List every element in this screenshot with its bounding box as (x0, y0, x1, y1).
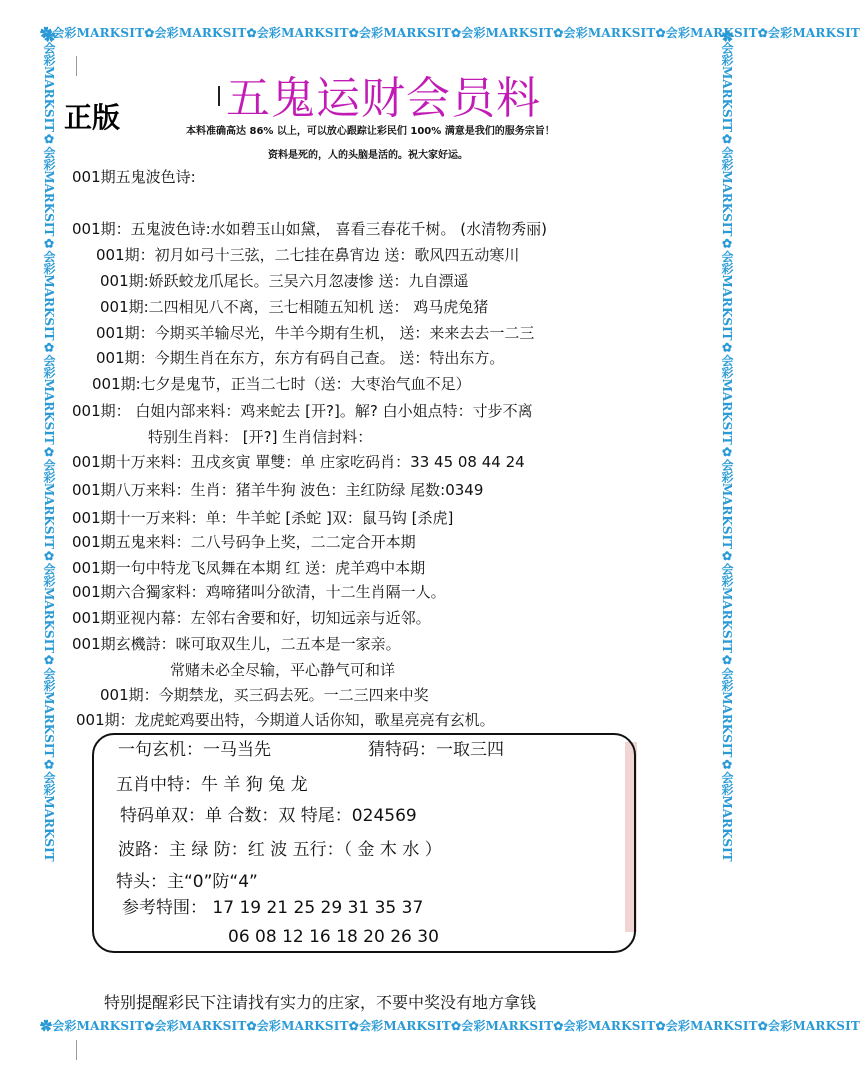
title-bar (218, 86, 220, 106)
text-line: 001期：初月如弓十三弦，二七挂在鼻宵边 送：歌风四五动寒川 (96, 246, 520, 264)
text-line: 001期:七夕是鬼节，正当二七时（送：大枣治气血不足） (92, 375, 471, 393)
footer-reminder: 特别提醒彩民下注请找有实力的庄家，不要中奖没有地方拿钱 (104, 993, 537, 1012)
watermark-left: ✿会彩MARKSIT✿会彩MARKSIT✿会彩MARKSIT✿会彩MARKSIT✿会彩MARKSIT✿会彩MARKSIT✿会彩MARKSIT✿会彩MARKSIT (42, 30, 56, 862)
corner-mark (76, 56, 87, 76)
box-line: 五肖中特：牛 羊 狗 兔 龙 (116, 775, 308, 795)
text-line: 001期：五鬼波色诗:水如碧玉山如黛， 喜看三春花千树。 (水清物秀丽) (72, 220, 547, 238)
text-line: 001期：今期禁龙，买三码去死。一二三四来中奖 (100, 686, 429, 704)
text-line: 001期一句中特龙飞凤舞在本期 红 送：虎羊鸡中本期 (72, 559, 426, 577)
text-line: 001期： 白姐内部来料：鸡来蛇去 [开?]。解? 白小姐点特：寸步不离 (72, 402, 533, 420)
text-line: 常赌未必全尽输，平心静气可和详 (170, 661, 396, 679)
text-line: 001期：今期生肖在东方，东方有码自己查。 送：特出东方。 (96, 349, 505, 367)
subtitle-accuracy: 本料准确高达 86% 以上，可以放心跟踪让彩民们 100% 满意是我们的服务宗旨！ (186, 126, 555, 137)
text-line: 特别生肖料： [开?] 生肖信封料： (148, 428, 373, 446)
watermark-bottom: ✿会彩MARKSIT✿会彩MARKSIT✿会彩MARKSIT✿会彩MARKSIT✿会彩MARKSIT✿会彩MARKSIT✿会彩MARKSIT✿会彩MARKSIT (40, 1019, 860, 1033)
watermark-right: ✿会彩MARKSIT✿会彩MARKSIT✿会彩MARKSIT✿会彩MARKSIT✿会彩MARKSIT✿会彩MARKSIT✿会彩MARKSIT✿会彩MARKSIT (720, 30, 734, 862)
corner-mark (76, 1040, 87, 1060)
text-line: 001期十一万来料：单：牛羊蛇 [杀蛇 ]双：鼠马钩 [杀虎] (72, 509, 454, 527)
text-line: 001期十万来料：丑戌亥寅 單雙：单 庄家吃码肖：33 45 08 44 24 (72, 453, 525, 471)
text-line: 001期玄機詩：咪可取双生儿，二五本是一家亲。 (72, 635, 401, 653)
text-line: 001期八万来料：生肖：猪羊牛狗 波色：主红防绿 尾数:0349 (72, 481, 484, 499)
box-line: 特头：主“0”防“4” (116, 872, 258, 892)
box-line: 波路：主 绿 防：红 波 五行：（ 金 木 水 ） (118, 840, 442, 860)
text-line: 001期：龙虎蛇鸡要出特，今期道人话你知，歌星亮亮有玄机。 (76, 711, 495, 729)
text-line: 001期：今期买羊输尽光，牛羊今期有生机， 送：来来去去一二三 (96, 324, 535, 342)
watermark-top: ✿会彩MARKSIT✿会彩MARKSIT✿会彩MARKSIT✿会彩MARKSIT✿会彩MARKSIT✿会彩MARKSIT✿会彩MARKSIT✿会彩MARKSIT (40, 26, 860, 40)
box-line: 猜特码：一取三四 (368, 740, 504, 760)
text-line: 001期:二四相见八不离，三七相随五知机 送： 鸡马虎兔猪 (100, 298, 489, 316)
authentic-badge: 正版 (64, 101, 121, 134)
box-line: 参考特围： 17 19 21 25 29 31 35 37 (122, 898, 424, 918)
text-line: 001期五鬼来料：二八号码争上奖，二二定合开本期 (72, 533, 416, 551)
page-title: 五鬼运财会员料 (226, 73, 541, 124)
box-line: 一句玄机：一马当先 (118, 740, 271, 760)
text-line: 001期:娇跃蛟龙爪尾长。三吴六月忽凄惨 送：九自漂遥 (100, 272, 469, 290)
box-line: 特码单双：单 合数：双 特尾：024569 (120, 806, 417, 826)
box-line: 06 08 12 16 18 20 26 30 (228, 927, 439, 947)
text-line: 001期六合獨家料：鸡啼猪叫分欲清，十二生肖隔一人。 (72, 583, 446, 601)
text-line: 001期亚视内幕：左邻右舍要和好，切知远亲与近邻。 (72, 609, 431, 627)
text-line: 001期五鬼波色诗: (72, 168, 196, 186)
subtitle-luck: 资料是死的，人的头脑是活的。祝大家好运。 (268, 150, 468, 161)
